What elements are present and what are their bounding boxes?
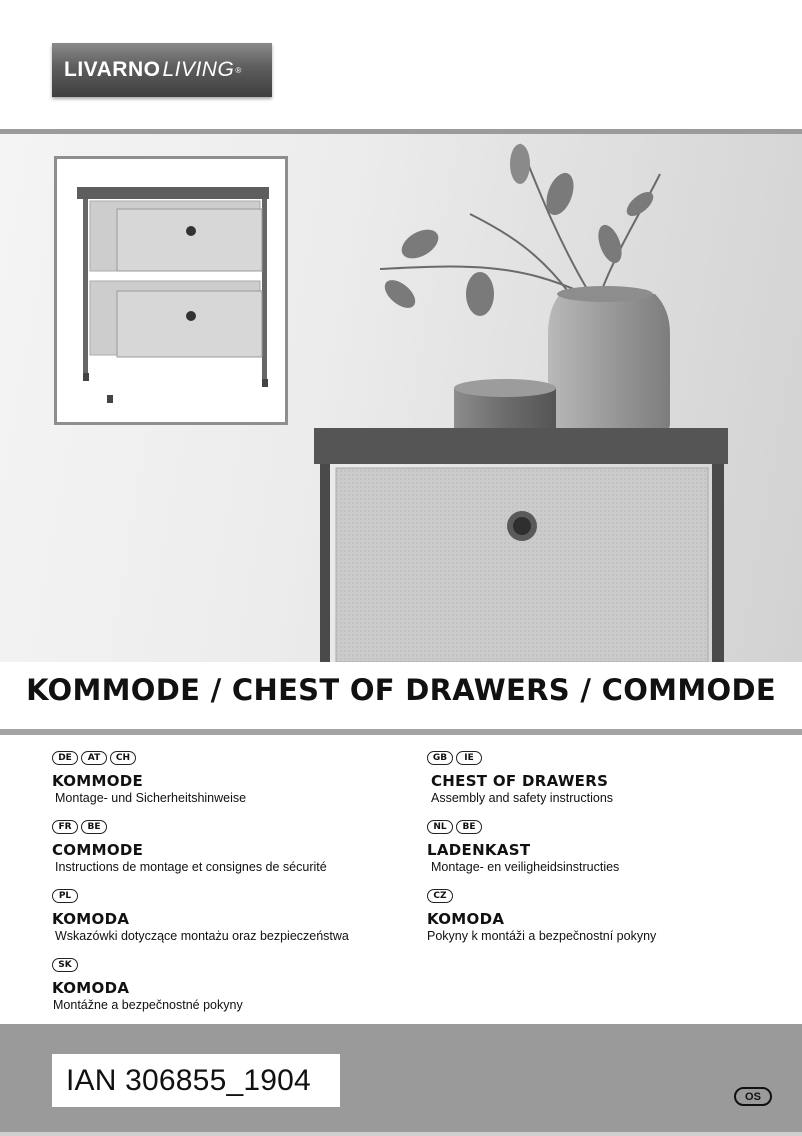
middle-rule bbox=[0, 729, 802, 735]
hero-photo bbox=[0, 134, 802, 662]
flag-ie: IE bbox=[456, 751, 482, 765]
flag-row bbox=[427, 889, 656, 905]
lang-subtitle: Montage- en veiligheidsinstructies bbox=[431, 860, 620, 874]
bottom-strip bbox=[0, 1132, 802, 1136]
brand-mark: ® bbox=[235, 65, 242, 75]
lang-subtitle: Wskazówki dotyczące montażu oraz bezpieczeństwa bbox=[55, 929, 349, 943]
lang-heading: KOMMODE bbox=[52, 772, 144, 790]
flag-row bbox=[427, 820, 619, 836]
lang-subtitle: Pokyny k montáži a bezpečnostní pokyny bbox=[427, 929, 657, 943]
lang-block-pl bbox=[52, 889, 349, 944]
lang-subtitle: Montážne a bezpečnostné pokyny bbox=[53, 998, 243, 1012]
lang-heading: CHEST OF DRAWERS bbox=[431, 772, 609, 790]
lang-subtitle: Assembly and safety instructions bbox=[431, 791, 614, 805]
flag-be: BE bbox=[81, 820, 107, 834]
chest-top bbox=[314, 428, 728, 464]
flag-nl: NL bbox=[427, 820, 453, 834]
document-title: KOMMODE / CHEST OF DRAWERS / COMMODE bbox=[26, 673, 776, 707]
vase bbox=[548, 294, 670, 442]
flag-de: DE bbox=[52, 751, 78, 765]
ian-number: IAN 306855_1904 bbox=[52, 1054, 340, 1107]
brand-logo bbox=[52, 43, 272, 97]
flag-at: AT bbox=[81, 751, 107, 765]
lang-block-nl bbox=[427, 820, 619, 875]
flag-fr: FR bbox=[52, 820, 78, 834]
brand-bold: LIVARNO bbox=[64, 58, 161, 81]
flag-gb: GB bbox=[427, 751, 453, 765]
flag-row bbox=[52, 820, 327, 836]
brand-light: LIVING bbox=[162, 58, 235, 81]
flag-cz: CZ bbox=[427, 889, 453, 903]
flag-row bbox=[427, 751, 613, 767]
lang-block-cz bbox=[427, 889, 656, 944]
product-inset bbox=[54, 156, 288, 425]
lang-heading: KOMODA bbox=[427, 910, 505, 928]
flag-ch: CH bbox=[110, 751, 136, 765]
lang-subtitle: Instructions de montage et consignes de sécurité bbox=[55, 860, 327, 874]
lang-heading: KOMODA bbox=[52, 979, 130, 997]
chest-drawer bbox=[336, 468, 708, 662]
lang-subtitle: Montage- und Sicherheitshinweise bbox=[55, 791, 247, 805]
lang-heading: LADENKAST bbox=[427, 841, 531, 859]
flag-pl: PL bbox=[52, 889, 78, 903]
lang-heading: KOMODA bbox=[52, 910, 130, 928]
lang-block-gb bbox=[427, 751, 613, 806]
lang-heading: COMMODE bbox=[52, 841, 144, 859]
lang-block-de bbox=[52, 751, 246, 806]
flag-be: BE bbox=[456, 820, 482, 834]
flag-row bbox=[52, 889, 349, 905]
product-drawing bbox=[57, 159, 285, 422]
lang-block-sk bbox=[52, 958, 243, 1013]
flag-row bbox=[52, 751, 246, 767]
os-badge: OS bbox=[734, 1087, 772, 1106]
flag-row bbox=[52, 958, 243, 974]
lang-block-fr bbox=[52, 820, 327, 875]
flag-sk: SK bbox=[52, 958, 78, 972]
